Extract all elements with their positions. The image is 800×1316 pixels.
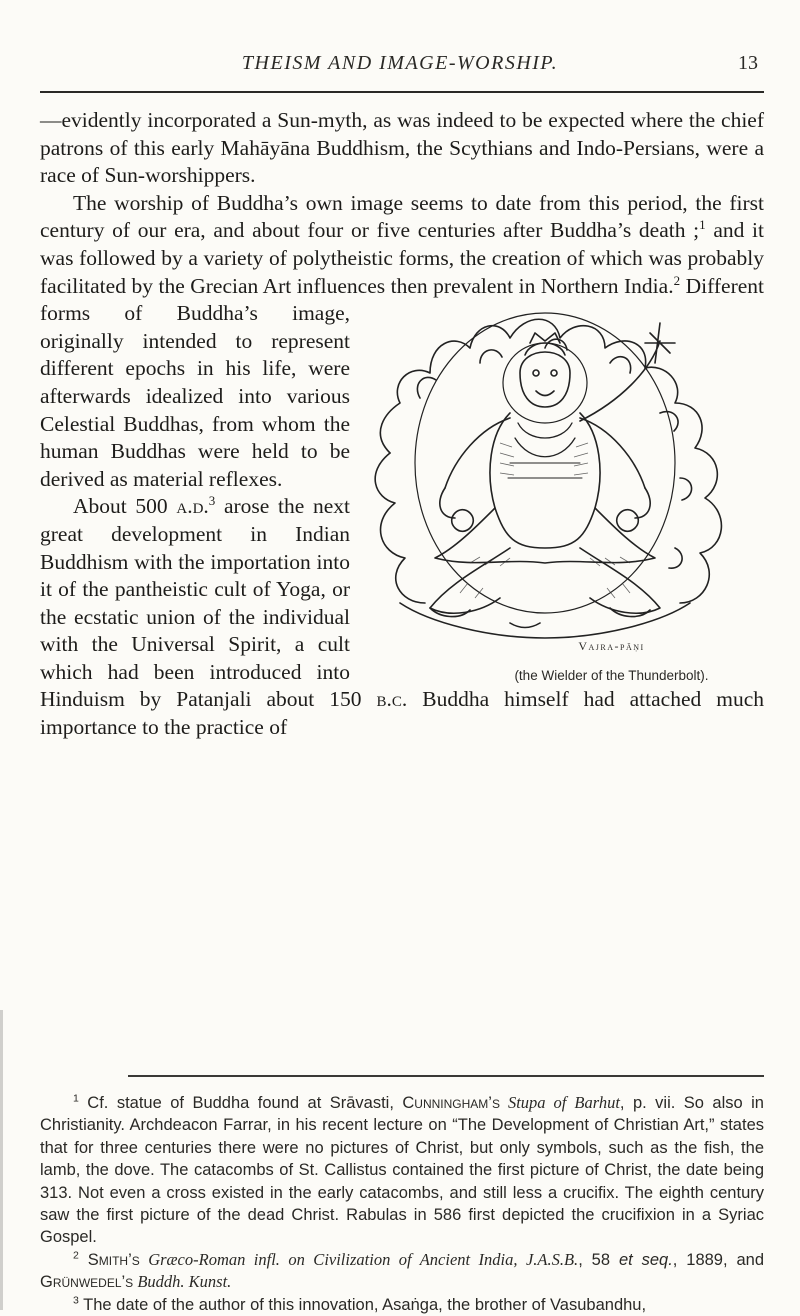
- footnote-ref-3: 3: [208, 493, 216, 509]
- footnote-2-work: Græco-Roman infl. on Civilization of Ancient India, J.A.S.B.: [139, 1249, 579, 1269]
- footnote-3-text: The date of the author of this innovation, Asaṅga, the brother of Vasubandhu,: [78, 1295, 647, 1314]
- footnote-1-number: 1: [73, 1092, 79, 1105]
- figure-caption: [420, 633, 770, 689]
- footnote-2-author-2: Grünwedel’s: [40, 1273, 134, 1292]
- paragraph-2-text-b: and it was followed by a variety of polytheistic forms, the creation of which was probably facilitated by the Grecian Art influences then prevalent in Northern India.: [40, 218, 764, 298]
- caption-subtitle: (the Wielder of the Thunderbolt).: [514, 667, 709, 683]
- paragraph-3-text-a: About 500: [73, 494, 177, 519]
- footnote-2-number: 2: [73, 1249, 79, 1262]
- paragraph-1: [40, 107, 764, 190]
- footnote-ref-1: 1: [699, 217, 706, 233]
- footnote-1-work: Stupa of Barhut: [499, 1093, 620, 1112]
- footnote-rule: [128, 1075, 764, 1077]
- footnote-2-et-seq: et seq.: [618, 1250, 673, 1269]
- page-edge-shadow: [0, 1010, 3, 1310]
- header-rule: [40, 91, 764, 93]
- main-text: [40, 107, 764, 742]
- footnote-ref-2: 2: [673, 272, 681, 288]
- running-header: [40, 50, 760, 80]
- footnote-2-work-2: Buddh. Kunst.: [133, 1272, 232, 1292]
- footnotes: [40, 1092, 764, 1316]
- vajrapani-illustration-icon: [360, 303, 770, 683]
- footnote-1-text-b: , p. vii. So also in Christianity. Archdeacon Farrar, in his recent lecture on “The Development of Christian Art,” states that for three centuries there were no pictures of Christ, but only symbols, such as the fish, the lamb, the dove. The catacombs of St. Callistus contained the first picture of Christ, the date being 313. Not even a cross existed in the early catacombs, and still less a crucifix. The eighth century saw the first picture of the dead Christ. Rabulas in 586 first depicted the crucifixion in a Syriac Gospel.: [40, 1094, 764, 1247]
- footnote-2-author: Smith’s: [87, 1250, 140, 1269]
- paragraph-3-text-b: arose the next great development in Indian Buddhism with the importation into it of the pantheistic cult of Yoga, or the ecstatic union of the individual with the Universal Spirit, a cult which had been introduced into Hinduism by Patanjali about 150: [40, 494, 377, 712]
- footnote-2-text-b: , 1889, and: [672, 1250, 764, 1269]
- vajrapani-figure: [360, 303, 770, 683]
- page-number: 13: [738, 52, 758, 74]
- caption-title: Vajra-pāṇi: [578, 639, 645, 654]
- paragraph-3-ad: a.d.: [176, 494, 209, 519]
- paragraph-1-text: —evidently incorporated a Sun-myth, as was indeed to be expected where the chief patrons of this early Mahāyāna Buddhism, the Scythians and Indo-Persians, were a race of Sun-worshippers.: [40, 108, 764, 188]
- paragraph-3-bc: b.c.: [376, 687, 408, 712]
- footnote-1: [40, 1092, 764, 1249]
- running-head-title: THEISM AND IMAGE-WORSHIP.: [241, 52, 559, 74]
- paragraph-2-text-c: Different forms of Buddha’s image, originally intended to represent different epochs in his life, were afterwards idealized into various Celestial Buddhas, from whom the human Buddhas were held to be derived as material reflexes.: [40, 273, 764, 491]
- footnote-1-text-a: Cf. statue of Buddha found at Srāvasti,: [78, 1094, 403, 1112]
- footnote-2: [40, 1249, 764, 1294]
- paragraph-3-text-c: Buddha himself had attached much importance to the practice of: [40, 687, 764, 740]
- footnote-1-author: Cunningham’s: [402, 1094, 500, 1112]
- footnote-3-number: 3: [73, 1294, 79, 1307]
- paragraph-2-text-a: The worship of Buddha’s own image seems to date from this period, the first century of our era, and about four or five centuries after Buddha’s death ;: [40, 190, 764, 243]
- footnote-3: [40, 1294, 764, 1316]
- footnote-2-text-a: , 58: [578, 1250, 619, 1269]
